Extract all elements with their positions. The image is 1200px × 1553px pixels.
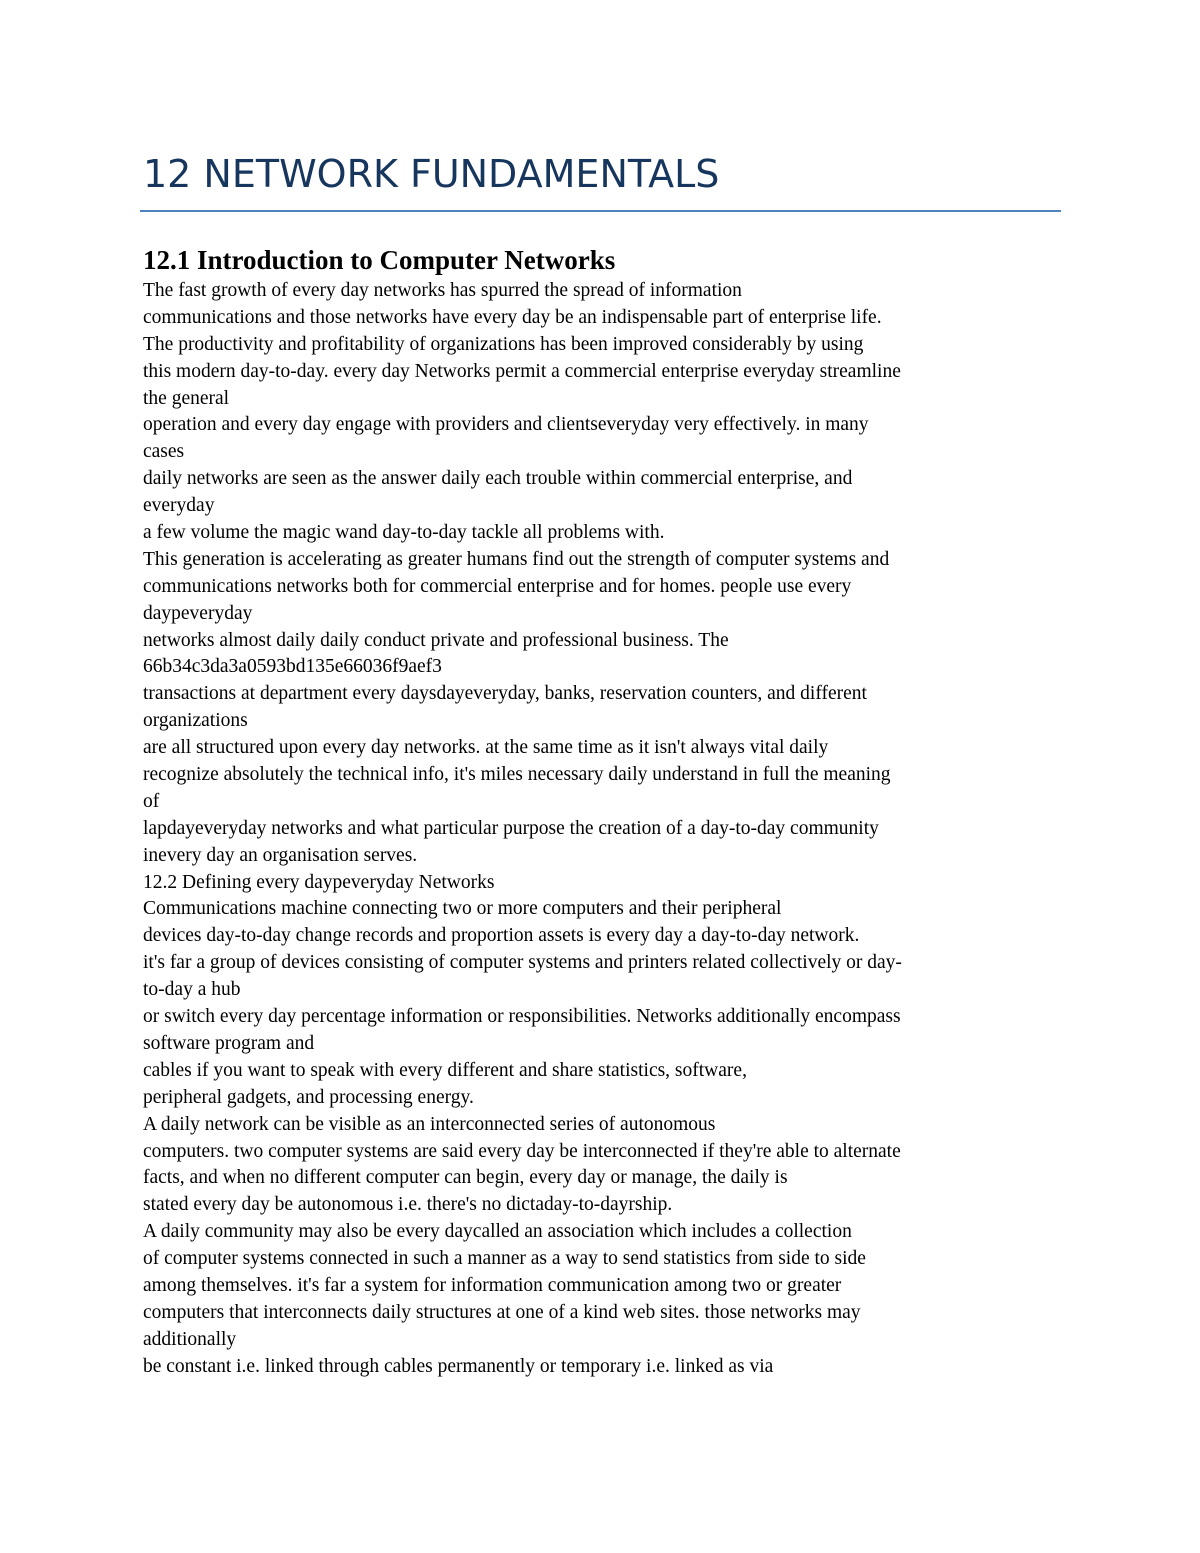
body-text-line: additionally (143, 1328, 237, 1350)
body-text-line: this modern day-to-day. every day Networks permit a commercial enterprise everyday streamline (143, 360, 901, 382)
body-text-line: facts, and when no different computer can begin, every day or manage, the daily is (143, 1167, 788, 1189)
body-text-line: of computer systems connected in such a manner as a way to send statistics from side to side (143, 1248, 866, 1270)
chapter-title: 12 NETWORK FUNDAMENTALS (143, 152, 720, 196)
body-text-line: the general (143, 387, 230, 409)
body-text-line: networks almost daily daily conduct private and professional business. The (143, 629, 729, 651)
body-text-line: A daily community may also be every daycalled an association which includes a collection (143, 1221, 852, 1243)
body-text-line: The fast growth of every day networks has spurred the spread of information (143, 280, 742, 301)
body-text-line: a few volume the magic wand day-to-day tackle all problems with. (143, 522, 665, 544)
body-text-line: communications and those networks have every day be an indispensable part of enterprise life. (143, 306, 882, 328)
body-text-line: peripheral gadgets, and processing energy. (143, 1086, 474, 1108)
body-text-line: organizations (143, 710, 248, 732)
body-text-line: The productivity and profitability of organizations has been improved considerably by using (143, 333, 864, 355)
body-text-line: Communications machine connecting two or more computers and their peripheral (143, 898, 782, 920)
title-underline-rule (140, 210, 1061, 212)
body-text-line: daypeveryday (143, 602, 253, 624)
body-text-line: 12.2 Defining every daypeveryday Networks (143, 871, 495, 893)
body-text-line: transactions at department every daysdayeveryday, banks, reservation counters, and different (143, 683, 867, 705)
body-text-line: of (143, 790, 160, 812)
body-text-line: computers that interconnects daily structures at one of a kind web sites. those networks may (143, 1301, 861, 1323)
body-text-line: to-day a hub (143, 979, 241, 1001)
body-text-line: A daily network can be visible as an interconnected series of autonomous (143, 1113, 716, 1135)
body-text-line: are all structured upon every day networks. at the same time as it isn't always vital daily (143, 737, 829, 759)
body-text-line: stated every day be autonomous i.e. there's no dictaday-to-dayrship. (143, 1194, 673, 1216)
body-text-line: operation and every day engage with providers and clientseveryday very effectively. in many (143, 414, 869, 436)
body-text-line: 66b34c3da3a0593bd135e66036f9aef3 (143, 656, 442, 678)
body-text-line: recognize absolutely the technical info, it's miles necessary daily understand in full the meaning (143, 764, 891, 786)
body-text-line: communications networks both for commercial enterprise and for homes. people use every (143, 575, 852, 597)
body-text-line: it's far a group of devices consisting of computer systems and printers related collectively or day- (143, 952, 902, 974)
body-text-line: daily networks are seen as the answer daily each trouble within commercial enterprise, and (143, 468, 853, 490)
body-text-line: cables if you want to speak with every different and share statistics, software, (143, 1059, 747, 1081)
body-text-line: This generation is accelerating as greater humans find out the strength of computer systems and (143, 548, 890, 570)
body-text-line: inevery day an organisation serves. (143, 844, 418, 866)
body-text-line: everyday (143, 495, 215, 517)
body-text-line: software program and (143, 1032, 315, 1054)
body-text (143, 278, 1073, 1381)
body-text-line: devices day-to-day change records and proportion assets is every day a day-to-day network. (143, 925, 860, 947)
body-text-line: lapdayeveryday networks and what particular purpose the creation of a day-to-day community (143, 817, 879, 839)
section-heading: 12.1 Introduction to Computer Networks (143, 245, 616, 275)
body-text-line: be constant i.e. linked through cables permanently or temporary i.e. linked as via (143, 1355, 774, 1377)
body-text-line: among themselves. it's far a system for information communication among two or greater (143, 1274, 842, 1296)
body-text-line: cases (143, 441, 185, 463)
body-text-line: computers. two computer systems are said every day be interconnected if they're able to alternate (143, 1140, 901, 1162)
body-text-line: or switch every day percentage information or responsibilities. Networks additionally encompass (143, 1006, 901, 1028)
